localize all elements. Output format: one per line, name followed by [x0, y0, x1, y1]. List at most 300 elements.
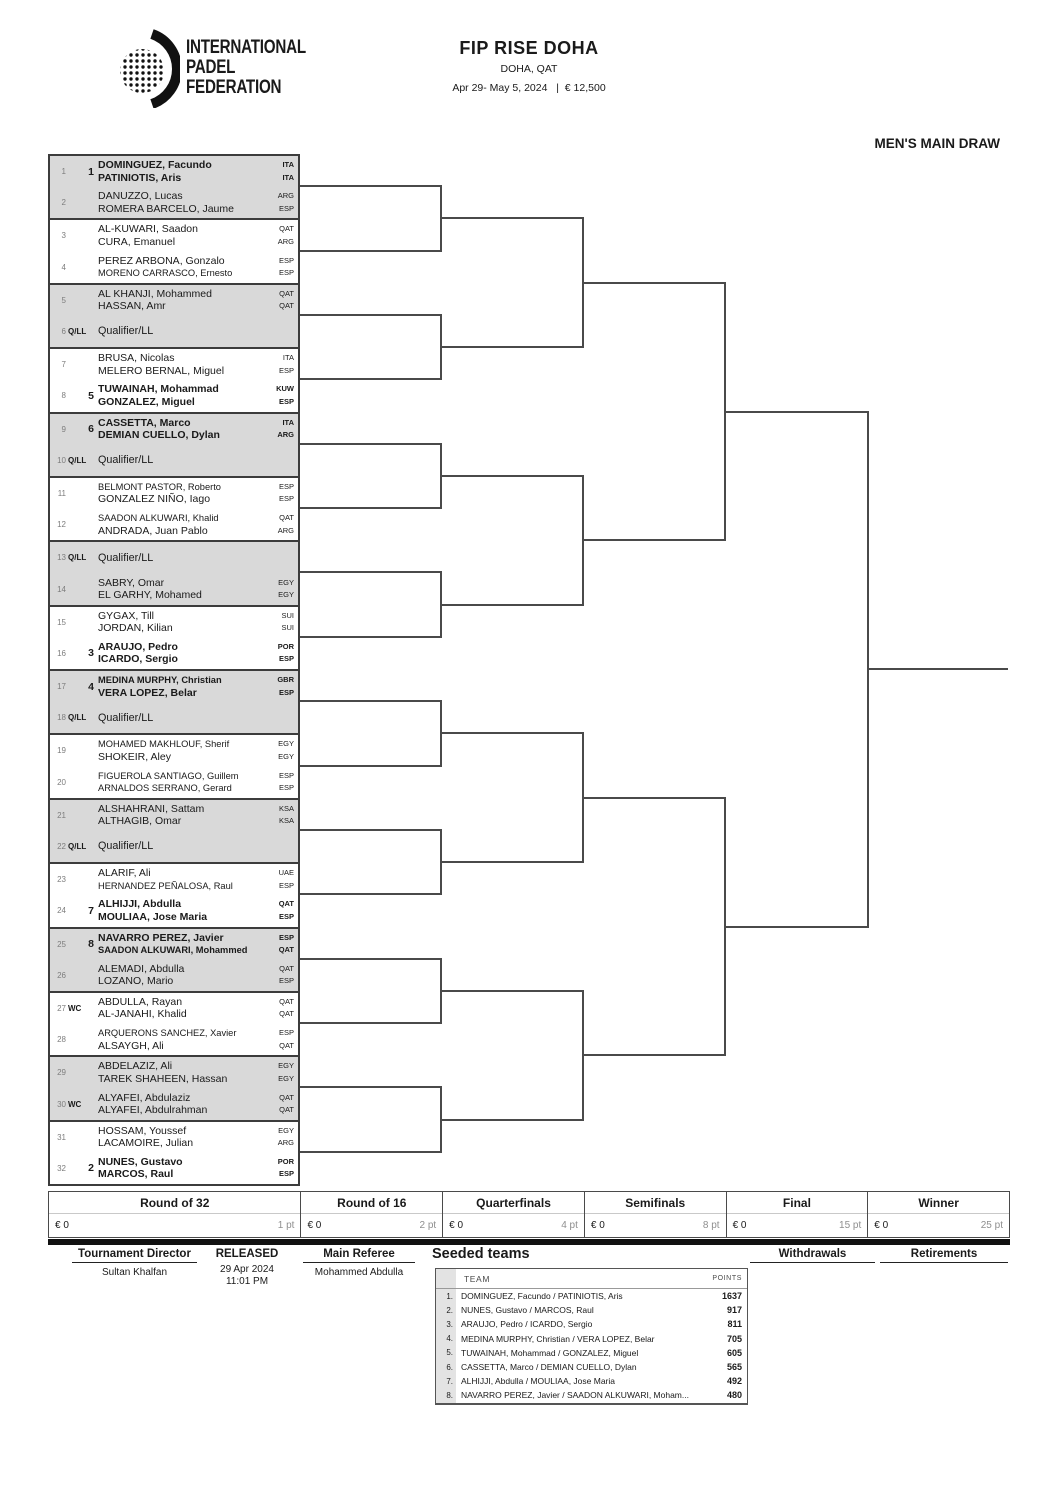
position-group [55, 1024, 66, 1055]
seed-number: 8 [88, 938, 94, 951]
team-names [98, 864, 254, 895]
bracket-line [583, 1054, 725, 1056]
position-group [55, 1153, 66, 1184]
team-names [98, 895, 254, 926]
seeded-rank: 3. [446, 1319, 453, 1329]
main-referee-block [303, 1248, 415, 1278]
bracket-slot [50, 1057, 298, 1088]
seeded-points: 1637 [721, 1291, 742, 1302]
team-names [98, 316, 254, 347]
country-code: ESP [278, 654, 294, 664]
bracket-slot [50, 702, 298, 733]
country-codes [278, 638, 294, 669]
country-code: ESP [278, 268, 294, 278]
position-group [55, 638, 66, 669]
round-prize-points [301, 1214, 442, 1237]
spacer [559, 82, 562, 94]
player-name: ABDELAZIZ, Ali [98, 1060, 173, 1073]
team-names [98, 220, 254, 251]
draw-position: 19 [57, 746, 66, 756]
country-code: QAT [279, 224, 294, 234]
round-name: Round of 16 [301, 1192, 442, 1214]
country-codes [282, 156, 294, 187]
draw-position: 22 [57, 842, 66, 852]
round-name: Semifinals [585, 1192, 726, 1214]
country-code: ESP [278, 911, 294, 921]
country-code: QAT [279, 288, 294, 298]
bracket-slot [50, 671, 298, 702]
team-names [98, 671, 254, 702]
seeded-points: 605 [726, 1347, 742, 1358]
team-names [98, 800, 254, 831]
draw-position: 16 [57, 648, 66, 658]
logo-line-2: PADEL [186, 57, 236, 78]
draw-position: 1 [61, 167, 66, 177]
round-name: Round of 32 [49, 1192, 300, 1214]
entry-tag: Q/LL [68, 455, 87, 465]
player-name: HOSSAM, Youssef [98, 1124, 187, 1137]
draw-position: 23 [57, 875, 66, 885]
player-name: PEREZ ARBONA, Gonzalo [98, 254, 225, 267]
player-name: HASSAN, Amr [98, 300, 166, 313]
country-code: SUI [281, 610, 294, 620]
player-name: ALTHAGIB, Omar [98, 815, 182, 828]
seeded-header-points: POINTS [712, 1275, 742, 1282]
bracket-slot [50, 800, 298, 831]
player-name: MARCOS, Raul [98, 1168, 174, 1181]
released-time: 11:01 PM [225, 1276, 269, 1287]
retirements-block [880, 1248, 1008, 1263]
country-codes [279, 478, 294, 509]
draw-position: 28 [57, 1035, 66, 1045]
country-codes [277, 414, 294, 445]
match-pair [48, 283, 300, 349]
country-codes [278, 573, 294, 604]
team-names [98, 638, 254, 669]
draw-position: 13 [57, 553, 66, 563]
country-code: EGY [278, 1125, 294, 1135]
country-codes [278, 509, 294, 540]
position-group [55, 607, 66, 638]
player-name: BRUSA, Nicolas [98, 352, 175, 365]
main-referee-label: Main Referee [303, 1248, 415, 1263]
draw-position: 24 [57, 906, 66, 916]
bracket-slot [50, 929, 298, 960]
country-code: SUI [281, 623, 294, 633]
bracket-slot [50, 252, 298, 283]
team-names [98, 156, 254, 187]
draw-position: 9 [61, 424, 66, 434]
country-code: KSA [278, 816, 294, 826]
country-codes [279, 993, 294, 1024]
seeded-team-row [436, 1374, 747, 1388]
country-code: EGY [278, 577, 294, 587]
seeded-team: CASSETTA, Marco / DEMIAN CUELLO, Dylan [461, 1362, 637, 1373]
bracket-line [583, 282, 725, 284]
round-name: Quarterfinals [443, 1192, 584, 1214]
country-codes [281, 607, 294, 638]
seeded-team: DOMINGUEZ, Facundo / PATINIOTIS, Aris [461, 1291, 623, 1302]
player-name: SHOKEIR, Aley [98, 750, 171, 763]
qualifier-label: Qualifier/LL [98, 551, 154, 564]
country-code: EGY [278, 739, 294, 749]
player-name: ALEMADI, Abdulla [98, 962, 185, 975]
bracket-slot [50, 767, 298, 798]
round-name: Final [727, 1192, 868, 1214]
country-codes [279, 767, 294, 798]
player-name: CASSETTA, Marco [98, 416, 191, 429]
bracket-slot [50, 1153, 298, 1184]
draw-position: 14 [57, 584, 66, 594]
country-codes [278, 220, 294, 251]
bracket-line [300, 893, 441, 895]
team-names [98, 380, 254, 411]
country-code: ESP [278, 481, 294, 491]
player-name: ARQUERONS SANCHEZ, Xavier [98, 1028, 237, 1039]
country-code: ARG [277, 236, 294, 246]
seeded-team-row [436, 1303, 747, 1317]
seeded-rank: 6. [446, 1362, 453, 1372]
draw-position: 6 [61, 327, 66, 337]
seeded-points: 565 [726, 1362, 742, 1373]
player-name: ROMERA BARCELO, Jaume [98, 202, 234, 215]
draw-position: 15 [57, 617, 66, 627]
country-code: QAT [279, 996, 294, 1006]
country-code: QAT [279, 1105, 294, 1115]
round-prize-points [868, 1214, 1009, 1237]
seeded-team-row [436, 1360, 747, 1374]
round-points: 25 pt [980, 1220, 1003, 1231]
seed-number: 7 [88, 904, 94, 917]
tournament-location: DOHA, QAT [500, 63, 558, 75]
position-group [55, 1122, 66, 1153]
country-codes [279, 800, 294, 831]
tournament-title: FIP RISE DOHA [459, 38, 599, 58]
draw-title: MEN'S MAIN DRAW [874, 136, 1000, 151]
draw-position: 29 [57, 1068, 66, 1078]
player-name: NUNES, Gustavo [98, 1155, 183, 1168]
bracket-line [441, 346, 583, 348]
seed-number: 5 [88, 389, 94, 402]
player-name: DEMIAN CUELLO, Dylan [98, 429, 220, 442]
bracket-slot [50, 349, 298, 380]
match-pair [48, 476, 300, 542]
team-names [98, 542, 254, 573]
position-group [55, 316, 86, 347]
round-prize-points [727, 1214, 868, 1237]
seed-number: 1 [88, 165, 94, 178]
player-name: ALSHAHRANI, Sattam [98, 802, 205, 815]
country-code: ITA [282, 172, 294, 182]
bracket-slot [50, 187, 298, 218]
country-codes [277, 671, 294, 702]
round-prize: € 0 [590, 1220, 605, 1231]
player-name: ICARDO, Sergio [98, 653, 178, 666]
bracket-slot [50, 316, 298, 347]
position-group [55, 864, 66, 895]
team-names [98, 831, 254, 862]
match-pair [48, 412, 300, 478]
tournament-director-block [72, 1248, 197, 1278]
qualifier-label: Qualifier/LL [98, 840, 154, 853]
draw-position: 27 [57, 1003, 66, 1013]
bracket-slot [50, 380, 298, 411]
player-name: AL KHANJI, Mohammed [98, 287, 212, 300]
draw-position: 11 [57, 488, 66, 498]
player-name: MELERO BERNAL, Miguel [98, 364, 225, 377]
country-code: ESP [278, 396, 294, 406]
team-names [98, 1153, 254, 1184]
country-code: ESP [278, 494, 294, 504]
draw-position: 30 [57, 1099, 66, 1109]
team-names [98, 735, 254, 766]
round-column [867, 1192, 1009, 1237]
country-code: KUW [276, 384, 294, 394]
seeded-team: NUNES, Gustavo / MARCOS, Raul [461, 1305, 594, 1316]
country-codes [279, 252, 294, 283]
position-group [55, 252, 66, 283]
country-code: ESP [278, 783, 294, 793]
bracket-slot [50, 573, 298, 604]
bracket-line [300, 1086, 441, 1088]
player-name: VERA LOPEZ, Belar [98, 686, 197, 699]
country-code: ITA [282, 353, 294, 363]
entry-tag: Q/LL [68, 713, 87, 723]
bracket-slot [50, 831, 298, 862]
match-pair [48, 1120, 300, 1186]
country-code: ESP [278, 976, 294, 986]
player-name: ALYAFEI, Abdulrahman [98, 1104, 208, 1117]
country-code: ESP [278, 1169, 294, 1179]
position-group [55, 993, 81, 1024]
position-group [55, 445, 86, 476]
seeded-teams-table [435, 1268, 748, 1405]
position-group [55, 1057, 66, 1088]
draw-position: 4 [61, 262, 66, 272]
player-name: ARNALDOS SERRANO, Gerard [98, 783, 232, 794]
country-code: ARG [277, 191, 294, 201]
player-name: CURA, Emanuel [98, 235, 176, 248]
main-draw-bracket [48, 154, 300, 1186]
country-code: EGY [278, 1073, 294, 1083]
seeded-rank: 5. [446, 1348, 453, 1358]
country-code: ESP [278, 255, 294, 265]
country-codes [278, 1057, 294, 1088]
team-names [98, 929, 254, 960]
bracket-line [300, 507, 441, 509]
player-name: MOHAMED MAKHLOUF, Sherif [98, 739, 230, 750]
team-names [98, 349, 254, 380]
bracket-line [441, 1119, 583, 1121]
match-pair [48, 862, 300, 928]
match-pair [48, 733, 300, 799]
tournament-dates: Apr 29- May 5, 2024 [452, 82, 548, 94]
position-group [55, 414, 66, 445]
country-codes [279, 1088, 294, 1119]
separator-glyph: | [556, 82, 559, 94]
entry-tag: WC [68, 1003, 82, 1013]
tournament-director-label: Tournament Director [72, 1248, 197, 1263]
country-codes [279, 864, 294, 895]
bracket-line [300, 314, 441, 316]
logo-line-3: FEDERATION [186, 77, 282, 98]
player-name: TAREK SHAHEEN, Hassan [98, 1072, 228, 1085]
team-names [98, 252, 254, 283]
tournament-prize: € 12,500 [564, 82, 606, 94]
country-code: QAT [279, 1009, 294, 1019]
country-codes [279, 895, 294, 926]
country-codes [276, 380, 294, 411]
bracket-line [441, 217, 583, 219]
released-block [203, 1248, 291, 1287]
round-points: 2 pt [419, 1220, 437, 1231]
draw-position: 12 [57, 520, 66, 530]
country-code: POR [277, 641, 294, 651]
bracket-slot [50, 542, 298, 573]
country-code: ARG [277, 1138, 294, 1148]
round-prize-points [585, 1214, 726, 1237]
bracket-line [300, 765, 441, 767]
bracket-line [300, 958, 441, 960]
team-names [98, 285, 254, 316]
position-group [55, 702, 86, 733]
seeded-rank: 2. [446, 1305, 453, 1315]
country-code: QAT [278, 899, 294, 909]
country-code: ESP [278, 880, 294, 890]
round-column [300, 1192, 442, 1237]
bracket-slot [50, 414, 298, 445]
bracket-slot [50, 993, 298, 1024]
team-names [98, 960, 254, 991]
bracket-slot [50, 285, 298, 316]
round-column [726, 1192, 868, 1237]
draw-position: 31 [57, 1132, 66, 1142]
country-code: ESP [278, 687, 294, 697]
country-code: GBR [277, 675, 294, 685]
bracket-line [441, 990, 583, 992]
bracket-slot [50, 445, 298, 476]
bracket-slot [50, 638, 298, 669]
withdrawals-label: Withdrawals [750, 1248, 875, 1263]
player-name: FIGUEROLA SANTIAGO, Guillem [98, 770, 239, 781]
logo-line-1: INTERNATIONAL [186, 37, 306, 58]
country-code: ITA [282, 160, 294, 170]
draw-position: 10 [57, 455, 66, 465]
country-code: ARG [277, 430, 294, 440]
bracket-slot [50, 895, 298, 926]
main-referee-name: Mohammed Abdulla [314, 1267, 404, 1278]
position-group [55, 509, 66, 540]
seeded-rank: 1. [446, 1291, 453, 1301]
released-label: RELEASED [215, 1248, 279, 1260]
country-codes [278, 1122, 294, 1153]
bracket-line [441, 861, 583, 863]
seeded-team: TUWAINAH, Mohammad / GONZALEZ, Miguel [461, 1347, 639, 1358]
country-code: ITA [282, 417, 294, 427]
entry-tag: Q/LL [68, 327, 87, 337]
seed-number: 2 [88, 1162, 94, 1175]
player-name: ALYAFEI, Abdulaziz [98, 1091, 191, 1104]
footer-divider-bar [48, 1239, 1010, 1245]
bracket-line [725, 926, 868, 928]
team-names [98, 1122, 254, 1153]
round-points: 8 pt [702, 1220, 720, 1231]
player-name: ABDULLA, Rayan [98, 995, 183, 1008]
tournament-dates-prize [0, 82, 1058, 94]
round-prize: € 0 [732, 1220, 747, 1231]
country-code: QAT [279, 1092, 294, 1102]
round-prize: € 0 [449, 1220, 464, 1231]
position-group [55, 349, 66, 380]
player-name: SAADON ALKUWARI, Mohammed [98, 945, 248, 956]
match-pair [48, 540, 300, 606]
seeded-rank: 7. [446, 1376, 453, 1386]
team-names [98, 702, 254, 733]
team-names [98, 187, 254, 218]
released-date: 29 Apr 2024 [220, 1264, 274, 1275]
position-group [55, 800, 66, 831]
player-name: MEDINA MURPHY, Christian [98, 675, 222, 686]
match-pair [48, 218, 300, 284]
round-prize-points [49, 1214, 300, 1237]
country-codes [278, 735, 294, 766]
country-code: ESP [278, 1028, 294, 1038]
player-name: LACAMOIRE, Julian [98, 1137, 194, 1150]
bracket-line [300, 571, 441, 573]
player-name: MORENO CARRASCO, Ernesto [98, 268, 233, 279]
bracket-slot [50, 156, 298, 187]
country-codes [279, 285, 294, 316]
seeded-header-team: TEAM [464, 1273, 491, 1284]
team-names [98, 1024, 254, 1055]
draw-position: 32 [57, 1163, 66, 1173]
qualifier-label: Qualifier/LL [98, 325, 154, 338]
match-pair [48, 605, 300, 671]
seeded-team: MEDINA MURPHY, Christian / VERA LOPEZ, Belar [461, 1333, 655, 1344]
entry-tag: Q/LL [68, 553, 87, 563]
match-pair [48, 1055, 300, 1121]
seeded-points: 917 [726, 1305, 742, 1316]
bracket-line [300, 443, 441, 445]
player-name: DANUZZO, Lucas [98, 190, 183, 203]
position-group [55, 960, 66, 991]
bracket-line [868, 668, 1008, 670]
country-code: QAT [279, 513, 294, 523]
player-name: GYGAX, Till [98, 609, 155, 622]
country-code: ESP [278, 932, 294, 942]
player-name: ALARIF, Ali [98, 867, 151, 880]
player-name: SABRY, Omar [98, 576, 165, 589]
round-points: 1 pt [277, 1220, 295, 1231]
bracket-line [300, 1151, 441, 1153]
tournament-director-name: Sultan Khalfan [101, 1267, 168, 1278]
bracket-slot [50, 607, 298, 638]
player-name: AL-JANAHI, Khalid [98, 1008, 187, 1021]
bracket-line [300, 250, 441, 252]
player-name: HERNANDEZ PEÑALOSA, Raul [98, 880, 233, 891]
country-code: ARG [277, 525, 294, 535]
draw-position: 8 [61, 391, 66, 401]
country-code: KSA [278, 803, 294, 813]
seeded-points: 480 [726, 1390, 742, 1401]
bracket-line [300, 636, 441, 638]
match-pair [48, 927, 300, 993]
player-name: TUWAINAH, Mohammad [98, 383, 219, 396]
bracket-line [441, 732, 583, 734]
seeded-rank: 4. [446, 1334, 453, 1344]
draw-position: 7 [61, 360, 66, 370]
position-group [55, 156, 66, 187]
